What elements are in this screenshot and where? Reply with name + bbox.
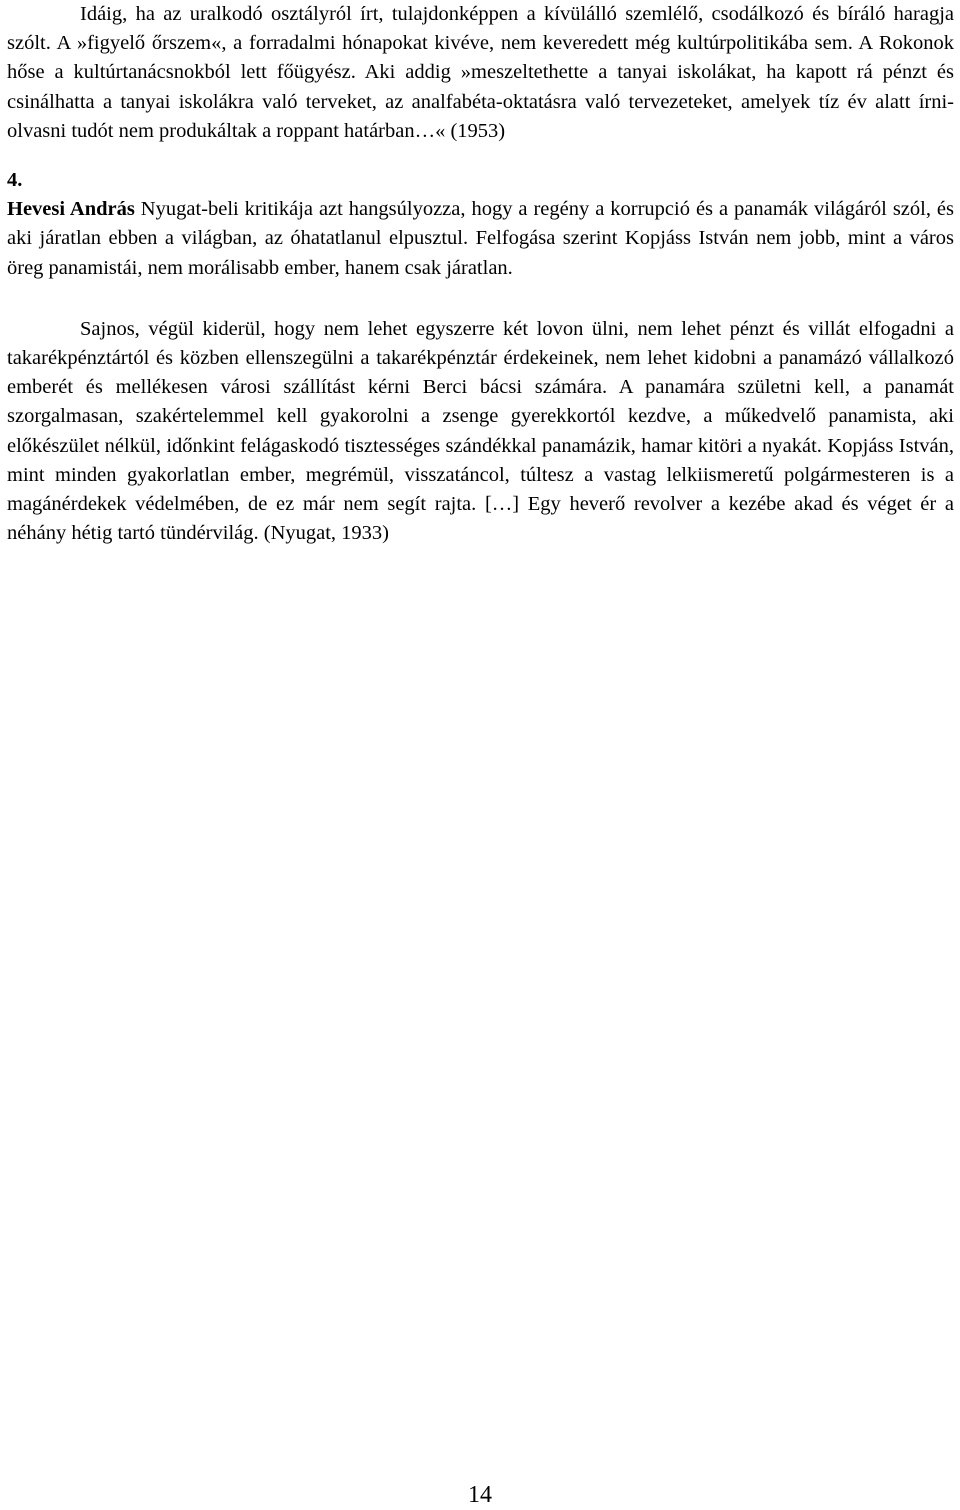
- critic-name: Hevesi András: [7, 198, 135, 221]
- page-number: 14: [468, 1482, 492, 1508]
- paragraph-hevesi-critique: [7, 195, 954, 283]
- paragraph-quote-nyugat: Sajnos, végül kiderül, hogy nem lehet egyszerre két lovon ülni, nem lehet pénzt és villát elfogadni a takarékpénztártól és közben ellenszegülni a takarékpénztár érdekeinek, nem lehet kidobni a panamázó vállalkozó emberét és mellékesen városi szállítást kérni Berci bácsi számára. A panamára születni kell, a panamát szorgalmasan, szakértelemmel kell gyakorolni a zsenge gyerekkortól kezdve, a műkedvelő panamista, aki előkészület nélkül, időnkint felágaskodó tisztességes szándékkal panamázik, hamar kitöri a nyakát. Kopjáss István, mint minden gyakorlatlan ember, megrémül, visszatáncol, túltesz a vastag lelkiismeretű polgármesteren is a magánérdekek védelmében, de ez már nem segít rajta. […] Egy heverő revolver a kezébe akad és véget ér a néhány hétig tartó tündérvilág. (Nyugat, 1933): [7, 317, 954, 545]
- paragraph-rokonok-intro: Idáig, ha az uralkodó osztályról írt, tulajdonképpen a kívülálló szemlélő, csodálkozó és bíráló haragja szólt. A »figyelő őrszem«, a forradalmi hónapokat kivéve, nem keveredett még kultúrpolitikába sem. A Rokonok hőse a kultúrtanácsnokból lett főügyész. Aki addig »meszeltethette a tanyai iskolákat, ha kapott rá pénzt és csinálhatta a tanyai iskolákra való terveket, az analfabéta-oktatásra való tervezeteket, amelyek tíz év alatt írni-olvasni tudót nem produkáltak a roppant határban…« (1953): [7, 3, 954, 142]
- section-number: 4.: [7, 169, 23, 192]
- critique-text: Nyugat-beli kritikája azt hangsúlyozza, hogy a regény a korrupció és a panamák világáról szól, és aki járatlan ebben a világban, az óhatatlanul elpusztul. Felfogása szerint Kopjáss István nem jobb, mint a város öreg panamistái, nem morálisabb ember, hanem csak járatlan.: [7, 198, 955, 279]
- document-page: [7, 0, 954, 548]
